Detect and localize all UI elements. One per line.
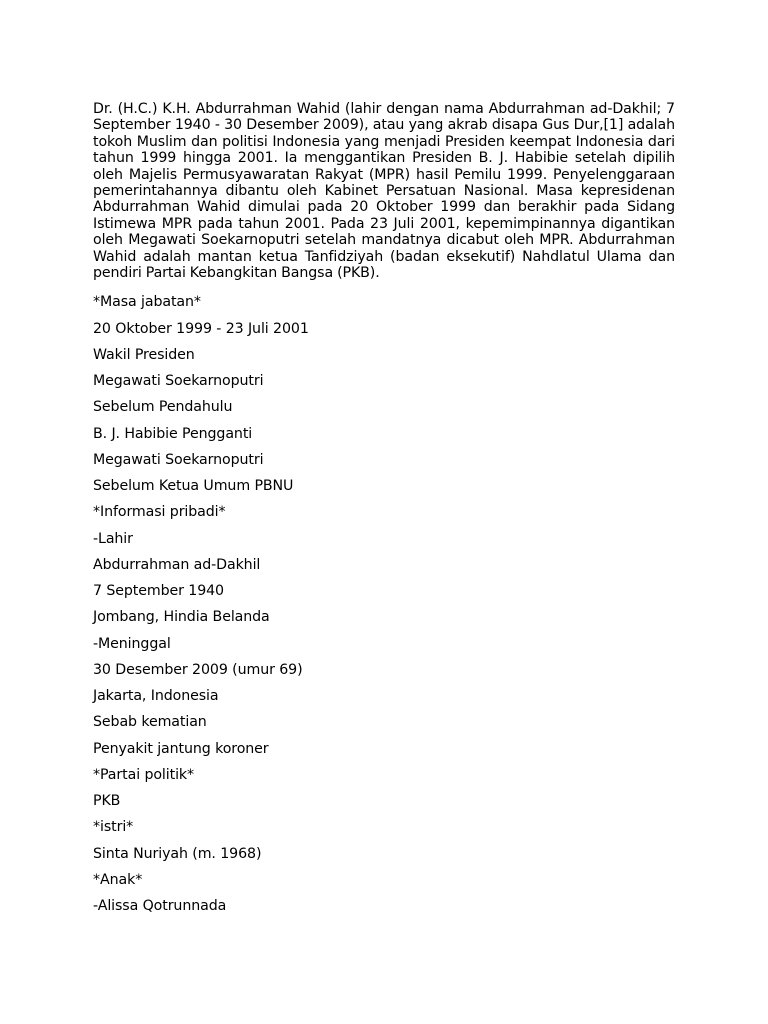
info-line: -Meninggal	[93, 635, 171, 652]
info-line: Megawati Soekarnoputri	[93, 451, 264, 468]
info-line: 7 September 1940	[93, 583, 224, 600]
info-lines	[93, 289, 675, 919]
info-line: Penyakit jantung koroner	[93, 740, 269, 757]
info-line: *Masa jabatan*	[93, 294, 201, 311]
info-line: PKB	[93, 793, 121, 810]
info-line: Jombang, Hindia Belanda	[93, 609, 270, 626]
document-page	[93, 101, 675, 919]
intro-paragraph: Dr. (H.C.) K.H. Abdurrahman Wahid (lahir dengan nama Abdurrahman ad-Dakhil; 7 September 1940 - 30 Desember 2009), atau yang akrab disapa Gus Dur,[1] adalah tokoh Muslim dan politisi Indonesia yang menjadi Presiden keempat Indonesia dari tahun 1999 hingga 2001. Ia menggantikan Presiden B. J. Habibie setelah dipilih oleh Majelis Permusyawaratan Rakyat (MPR) hasil Pemilu 1999. Penyelenggaraan pemerintahannya dibantu oleh Kabinet Persatuan Nasional. Masa kepresidenan Abdurrahman Wahid dimulai pada 20 Oktober 1999 dan berakhir pada Sidang Istimewa MPR pada tahun 2001. Pada 23 Juli 2001, kepemimpinannya digantikan oleh Megawati Soekarnoputri setelah mandatnya dicabut oleh MPR. Abdurrahman Wahid adalah mantan ketua Tanfidziyah (badan eksekutif) Nahdlatul Ulama dan pendiri Partai Kebangkitan Bangsa (PKB).	[93, 101, 675, 282]
info-line: *Partai politik*	[93, 766, 195, 783]
info-line: *istri*	[93, 819, 134, 836]
info-line: Sinta Nuriyah (m. 1968)	[93, 845, 262, 862]
info-line: Abdurrahman ad-Dakhil	[93, 556, 261, 573]
info-line: Sebelum Pendahulu	[93, 399, 233, 416]
info-line: -Alissa Qotrunnada	[93, 898, 227, 915]
info-line: Wakil Presiden	[93, 346, 195, 363]
info-line: 20 Oktober 1999 - 23 Juli 2001	[93, 320, 309, 337]
info-line: 30 Desember 2009 (umur 69)	[93, 661, 303, 678]
info-line: *Informasi pribadi*	[93, 504, 226, 521]
info-line: *Anak*	[93, 871, 143, 888]
info-line: Sebab kematian	[93, 714, 207, 731]
info-line: B. J. Habibie Pengganti	[93, 425, 253, 442]
info-line: Sebelum Ketua Umum PBNU	[93, 478, 294, 495]
info-line: Jakarta, Indonesia	[93, 688, 219, 705]
info-line: Megawati Soekarnoputri	[93, 373, 264, 390]
info-line: -Lahir	[93, 530, 133, 547]
